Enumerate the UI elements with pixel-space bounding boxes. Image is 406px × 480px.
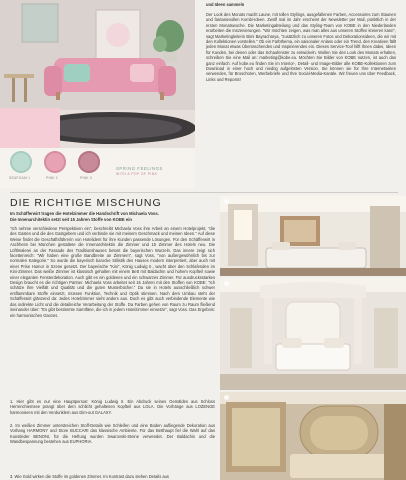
swatch-seafoam	[10, 151, 32, 173]
swatch-label-pink-3: PINK 3	[80, 176, 92, 180]
slogan-line-2: WITH A POP OF PINK	[116, 172, 158, 176]
hotel-room-photo-1	[220, 196, 406, 276]
article-subtitle-line-2: Die Innenarchitektin setzt seit 15 Jahren Stoffe von KOBE ein	[10, 216, 132, 222]
hotel-room-2-illustration	[220, 278, 406, 390]
article-subtitle-line-1: Im Schäfferwirt tragen die Hotelzimmer die Handschrift von Michaela Voss.	[10, 211, 159, 216]
section-divider	[10, 192, 398, 193]
hotel-room-3-illustration	[220, 392, 406, 480]
right-top-lead: und Ideen sammeln	[206, 2, 245, 7]
top-left-room-photo	[0, 0, 195, 148]
hotel-room-1-illustration	[220, 196, 406, 276]
article-bottom-fragment: 3. Wie Gold wirken die Stoffe im goldenen Zimmer. Im Kontrast dazu stehen Details aus	[10, 474, 169, 479]
article-item-1: 1. Hier gibt es nur eine Hauptperson: König Ludwig II. Ein Abdruck seines Gemäldes aus Schloss Herrenchiemsee prangt über dem schlicht gehaltenen Kopfteil aus LOLA. Die Vorhänge aus LOZENGE harmonieren mit den Verdunklern aus Dim-out GALAXY.	[10, 399, 215, 415]
article-body: "Ich nehme verschiedene Perspektiven ein", beschreibt Michaela Voss ihre Arbeit an einem Hotelprojekt, "die des Gastes und die des Gastgebers und ich verbinde sie mit meinem Geschmack und meinen Ideen." Auf diese Weise findet die Geschäftsführerin von Hotelident für ihre Kunden passende Lösungen. Für den Schäfferwirt in Aschheim bei München gestaltete die Innenarchitektin die Zimmer und 15 Zimmer des Hotels neu. Die Lüftlmalerei an der Fassade des Traditionshauses betont die bayerischen Wurzeln. Das innere zeigt sich facettenreich: "Wir haben eine große Bandbreite an Zimmern", sagt Voss, "von außergewöhnlich bis zur normalen Kategorie." So wurde die bayerisch barocke Stilistik des Hauses modern interpretiert, aber auch mit einer Prise Humor in Szene gesetzt. Der bayerische "Kini", König Ludwig II., wacht über den Schlafenden im Kini-Zimmer. Das weiße Zimmer ist klassisch gehalten mit einem Bett mit Baldachin und hohem Kopfteil sowie einer eleganten Fensterdekoration. Auch gibt es ein goldenes und ein schwarzes Zimmer. Für ausdrucksstarkes Design braucht es die richtigen Partner. Michaela Voss arbeitet seit 15 Jahren mit den Stoffen von KOBE: "Ich schätze ihre Vielfalt und Qualität und die guten Musterbücher." Da sie in Hotels ausschließlich schwer entflammbare Stoffe einsetzt, müssen Funktion, Technik und Optik stimmen. Nach dem Umbau steht der Schäfferwirt glänzend da: Jedes Hotelzimmer sieht anders aus. Doch es gibt auch verbindende Elemente wie das indirekte Licht und die detailreiche Verarbeitung der Stoffe. Da Farben gehen von Raum zu Raum fließend ineinander über: "Es gibt bestimmte Samtfäne, die ich in jedem Hotelzimmer einsetze", sagt Voss. Das Ergebnis: ein harmonisches Ganzes.	[10, 226, 215, 318]
swatch-label-pink-1: PINK 1	[46, 176, 58, 180]
swatch-label-seafoam: SEAFOAM 1	[9, 176, 31, 180]
room-illustration	[0, 0, 195, 148]
hotel-room-photo-3	[220, 392, 406, 480]
slogan-line-1: SPRING FEELINGS	[116, 166, 163, 171]
right-top-paragraph: Der Look des Monats macht Laune, mit tollen Stylings, ausgefallenen Farben, Accessoires zum Staunen und fantasievollen Kombi-Ideen. Zwölf mal im Jahr erscheint der Newsletter per Mail, pünktlich in der ersten Monatswoche. Die Marketingabteilung und das Styling-Team von KOBE in den Niederlanden erarbeiten die Inszenierungen. "Wir möchten zeigen, was man alles aus unseren Stoffen kreieren kann", sagt Marketingleiterin Bimi Bayracharya, "zusätzlich zu unseren Fotos und Dekorationsideen, die wir mit den Kollektionen vorstellen." Ob ein Farbthema, ein saisonaler Anlass oder ein Trend, den Kreativen fällt jeden Monat etwas Überraschendes und Inspirierendes ein. Dieses Service-Tool hilft Ihnen dabei, Ideen für Kunden, bei denen oder das Schaufenster zu entwickeln. Wollen Sie den Look des Monats erhalten, schreiben Sie eine Mail an: marketing@kobe.eu. Möchten Sie Bilder von KOBE nutzen, ist auch das ganz einfach: Auf kobe.eu finden Sie im Interior-, Detail- und Image-Bilder alle KOBE-Kollektionen zum Download in einer hoch und niedrig aufgelösten Version. Sie können sie für Ihre Internetseiten verwenden, für Broschüren, Werbebriefe und Ihre Social-Media-Kanäle. Wir freuen uns über Feedback, Links und Reposts!	[206, 12, 396, 82]
photo-number-badge-1	[224, 199, 229, 204]
article-item-2: 2. Im weißen Zimmer unterstreichen Stoff-Details wie Schleifen und eine Boden aufliegende Dekoration aus Vorhang HARMONY und Store BUCCARI das klassische Ambiente. Für das Betthaupt fiel die Wahl auf das Kunstleder BENONI, für die Heftung wurden Swarovski-Steine verwendet. Der Baldachin und die Wandbespannung bestehen aus EUPHORIA.	[10, 423, 215, 445]
article-title: DIE RICHTIGE MISCHUNG	[10, 197, 162, 209]
swatch-pink-3	[78, 151, 100, 173]
hotel-room-photo-2	[220, 278, 406, 390]
swatch-pink-1	[44, 151, 66, 173]
photo-number-badge-3	[224, 395, 229, 400]
photo-number-badge-2	[224, 281, 229, 286]
